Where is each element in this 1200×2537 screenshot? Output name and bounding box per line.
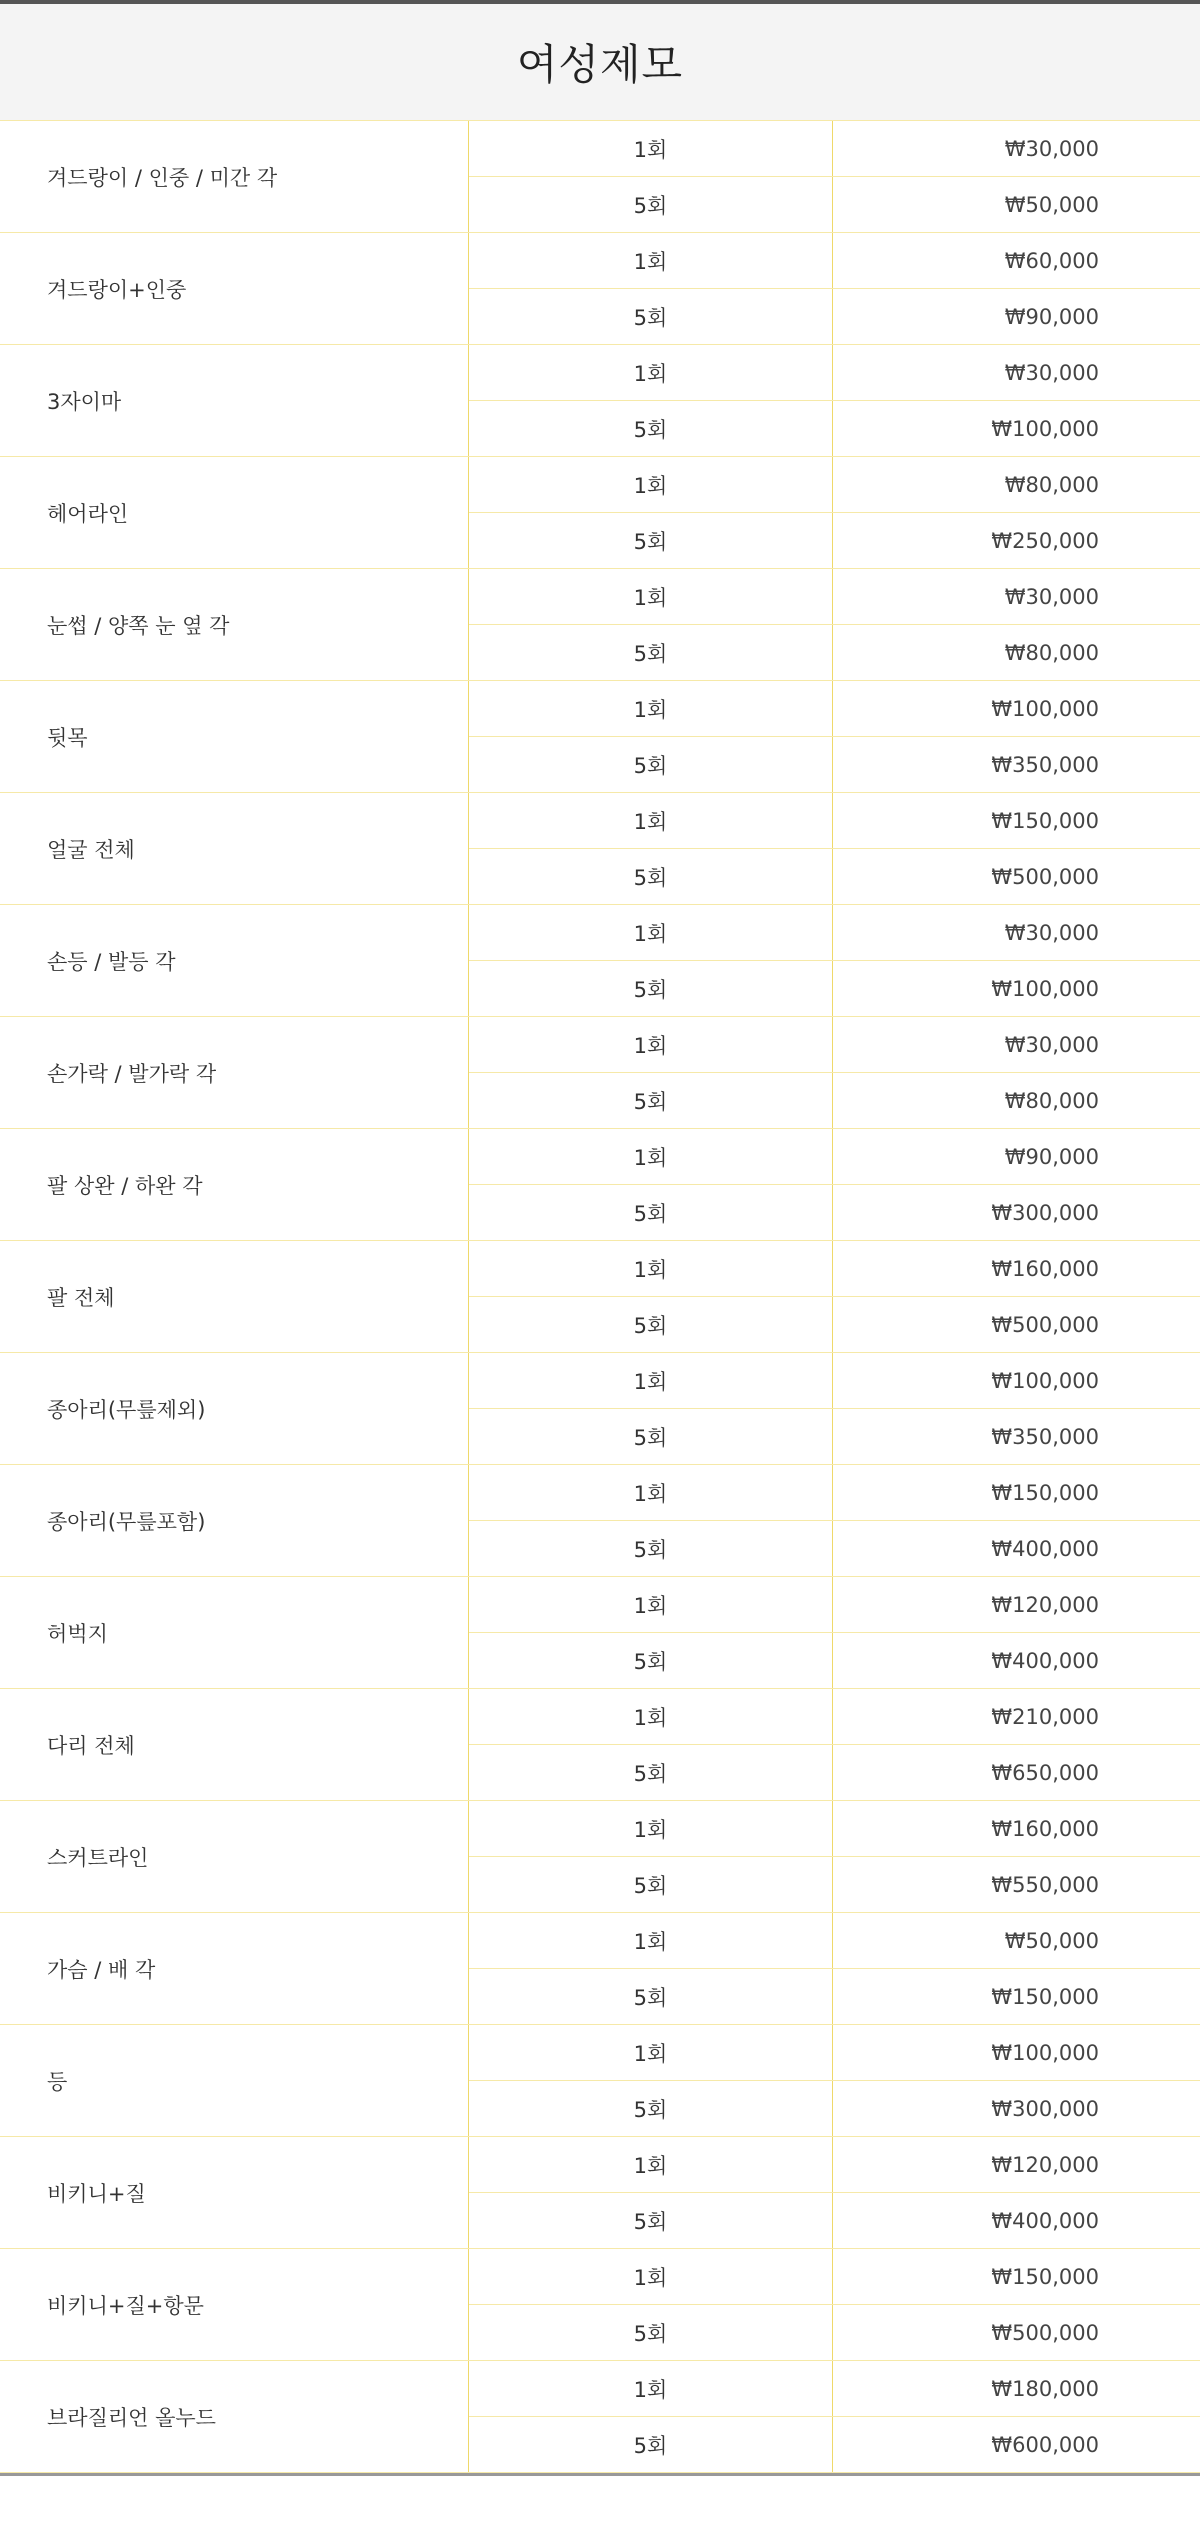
session-count: 5회 [469,513,833,568]
price-value: ₩30,000 [1004,584,1099,609]
treatment-name: 가슴 / 배 각 [0,1913,469,2024]
treatment-options [469,2249,1200,2360]
option-row [469,400,1200,456]
treatment-row [0,457,1200,569]
session-count: 1회 [469,1129,833,1184]
session-count: 5회 [469,401,833,456]
option-row [469,176,1200,232]
option-row [469,1353,1200,1408]
treatment-name: 손가락 / 발가락 각 [0,1017,469,1128]
treatment-options [469,1689,1200,1800]
option-row [469,288,1200,344]
session-count: 1회 [469,1241,833,1296]
option-row [469,1241,1200,1296]
session-count: 5회 [469,849,833,904]
price-value: ₩350,000 [991,752,1099,777]
option-row [469,2361,1200,2416]
treatment-row [0,233,1200,345]
session-count: 1회 [469,1913,833,1968]
price-value: ₩50,000 [1004,1928,1099,1953]
price-value: ₩180,000 [991,2376,1099,2401]
option-row [469,233,1200,288]
option-row [469,457,1200,512]
option-row [469,2192,1200,2248]
treatment-name: 얼굴 전체 [0,793,469,904]
treatment-name: 비키니+질 [0,2137,469,2248]
price-value: ₩30,000 [1004,360,1099,385]
session-count: 5회 [469,177,833,232]
bottom-divider [0,2473,1200,2476]
option-row [469,1184,1200,1240]
price-value: ₩500,000 [991,864,1099,889]
session-count: 5회 [469,625,833,680]
option-row [469,848,1200,904]
price-value: ₩100,000 [991,976,1099,1001]
price-value: ₩30,000 [1004,1032,1099,1057]
price-value: ₩600,000 [991,2432,1099,2457]
session-count: 1회 [469,905,833,960]
page-title: 여성제모 [516,40,684,89]
treatment-row [0,569,1200,681]
price-value: ₩250,000 [991,528,1099,553]
option-row [469,121,1200,176]
session-count: 5회 [469,1633,833,1688]
price-value: ₩100,000 [991,696,1099,721]
treatment-row [0,1241,1200,1353]
session-count: 5회 [469,961,833,1016]
treatment-row [0,2361,1200,2473]
treatment-name: 종아리(무릎포함) [0,1465,469,1576]
treatment-row [0,1129,1200,1241]
treatment-options [469,345,1200,456]
treatment-name: 비키니+질+항문 [0,2249,469,2360]
treatment-name: 손등 / 발등 각 [0,905,469,1016]
session-count: 1회 [469,345,833,400]
price-value: ₩100,000 [991,1368,1099,1393]
treatment-options [469,1017,1200,1128]
option-row [469,2025,1200,2080]
treatment-name: 헤어라인 [0,457,469,568]
session-count: 5회 [469,737,833,792]
treatment-options [469,1577,1200,1688]
price-value: ₩90,000 [1004,304,1099,329]
session-count: 5회 [469,1745,833,1800]
option-row [469,1577,1200,1632]
price-value: ₩60,000 [1004,248,1099,273]
treatment-name: 스커트라인 [0,1801,469,1912]
treatment-options [469,1353,1200,1464]
price-rows [0,121,1200,2473]
option-row [469,1632,1200,1688]
option-row [469,1408,1200,1464]
session-count: 1회 [469,681,833,736]
price-value: ₩150,000 [991,808,1099,833]
title-bar [0,4,1200,121]
price-value: ₩30,000 [1004,136,1099,161]
treatment-name: 다리 전체 [0,1689,469,1800]
price-value: ₩400,000 [991,1536,1099,1561]
treatment-options [469,2025,1200,2136]
session-count: 5회 [469,2417,833,2472]
option-row [469,1968,1200,2024]
treatment-name: 3자이마 [0,345,469,456]
session-count: 1회 [469,2249,833,2304]
option-row [469,1744,1200,1800]
treatment-row [0,1913,1200,2025]
treatment-options [469,233,1200,344]
session-count: 1회 [469,121,833,176]
treatment-name: 겨드랑이+인중 [0,233,469,344]
session-count: 1회 [469,2137,833,2192]
option-row [469,2416,1200,2472]
treatment-options [469,1913,1200,2024]
treatment-options [469,2361,1200,2472]
treatment-name: 뒷목 [0,681,469,792]
treatment-options [469,793,1200,904]
treatment-row [0,905,1200,1017]
treatment-row [0,1465,1200,1577]
price-value: ₩160,000 [991,1256,1099,1281]
treatment-name: 종아리(무릎제외) [0,1353,469,1464]
option-row [469,2249,1200,2304]
treatment-options [469,457,1200,568]
price-value: ₩30,000 [1004,920,1099,945]
treatment-options [469,2137,1200,2248]
price-value: ₩550,000 [991,1872,1099,1897]
option-row [469,624,1200,680]
session-count: 5회 [469,1073,833,1128]
option-row [469,1017,1200,1072]
option-row [469,569,1200,624]
option-row [469,1689,1200,1744]
session-count: 5회 [469,1969,833,2024]
treatment-name: 팔 전체 [0,1241,469,1352]
price-value: ₩210,000 [991,1704,1099,1729]
treatment-name: 눈썹 / 양쪽 눈 옆 각 [0,569,469,680]
price-value: ₩150,000 [991,1984,1099,2009]
price-value: ₩300,000 [991,1200,1099,1225]
treatment-name: 팔 상완 / 하완 각 [0,1129,469,1240]
session-count: 5회 [469,1857,833,1912]
price-value: ₩400,000 [991,1648,1099,1673]
price-value: ₩300,000 [991,2096,1099,2121]
session-count: 1회 [469,2025,833,2080]
option-row [469,1129,1200,1184]
option-row [469,2080,1200,2136]
price-value: ₩120,000 [991,1592,1099,1617]
price-value: ₩90,000 [1004,1144,1099,1169]
treatment-row [0,1801,1200,1913]
treatment-row [0,345,1200,457]
option-row [469,2137,1200,2192]
option-row [469,1801,1200,1856]
session-count: 5회 [469,289,833,344]
option-row [469,512,1200,568]
option-row [469,345,1200,400]
treatment-row [0,793,1200,905]
session-count: 1회 [469,457,833,512]
treatment-options [469,1465,1200,1576]
treatment-options [469,569,1200,680]
price-value: ₩350,000 [991,1424,1099,1449]
price-value: ₩160,000 [991,1816,1099,1841]
price-value: ₩500,000 [991,2320,1099,2345]
treatment-row [0,1577,1200,1689]
session-count: 1회 [469,233,833,288]
option-row [469,736,1200,792]
treatment-options [469,1241,1200,1352]
treatment-options [469,1129,1200,1240]
session-count: 5회 [469,2193,833,2248]
session-count: 5회 [469,1185,833,1240]
treatment-row [0,2025,1200,2137]
price-value: ₩150,000 [991,2264,1099,2289]
treatment-name: 겨드랑이 / 인중 / 미간 각 [0,121,469,232]
price-value: ₩150,000 [991,1480,1099,1505]
option-row [469,2304,1200,2360]
treatment-row [0,121,1200,233]
treatment-options [469,905,1200,1016]
session-count: 5회 [469,2081,833,2136]
session-count: 1회 [469,1017,833,1072]
session-count: 1회 [469,793,833,848]
session-count: 5회 [469,1521,833,1576]
session-count: 1회 [469,2361,833,2416]
session-count: 1회 [469,1689,833,1744]
session-count: 5회 [469,1409,833,1464]
option-row [469,960,1200,1016]
treatment-name: 브라질리언 올누드 [0,2361,469,2472]
price-value: ₩80,000 [1004,640,1099,665]
option-row [469,681,1200,736]
price-value: ₩400,000 [991,2208,1099,2233]
treatment-row [0,2137,1200,2249]
price-value: ₩100,000 [991,2040,1099,2065]
treatment-name: 허벅지 [0,1577,469,1688]
price-value: ₩50,000 [1004,192,1099,217]
option-row [469,1913,1200,1968]
treatment-row [0,1017,1200,1129]
price-value: ₩650,000 [991,1760,1099,1785]
treatment-name: 등 [0,2025,469,2136]
option-row [469,793,1200,848]
session-count: 1회 [469,1465,833,1520]
treatment-row [0,1689,1200,1801]
session-count: 1회 [469,1577,833,1632]
option-row [469,1856,1200,1912]
price-value: ₩120,000 [991,2152,1099,2177]
price-value: ₩100,000 [991,416,1099,441]
session-count: 1회 [469,1801,833,1856]
option-row [469,1520,1200,1576]
option-row [469,905,1200,960]
treatment-row [0,2249,1200,2361]
treatment-row [0,681,1200,793]
price-value: ₩80,000 [1004,472,1099,497]
price-value: ₩80,000 [1004,1088,1099,1113]
session-count: 1회 [469,1353,833,1408]
session-count: 5회 [469,1297,833,1352]
treatment-row [0,1353,1200,1465]
treatment-options [469,681,1200,792]
option-row [469,1465,1200,1520]
session-count: 1회 [469,569,833,624]
price-value: ₩500,000 [991,1312,1099,1337]
option-row [469,1296,1200,1352]
treatment-options [469,121,1200,232]
session-count: 5회 [469,2305,833,2360]
option-row [469,1072,1200,1128]
treatment-options [469,1801,1200,1912]
